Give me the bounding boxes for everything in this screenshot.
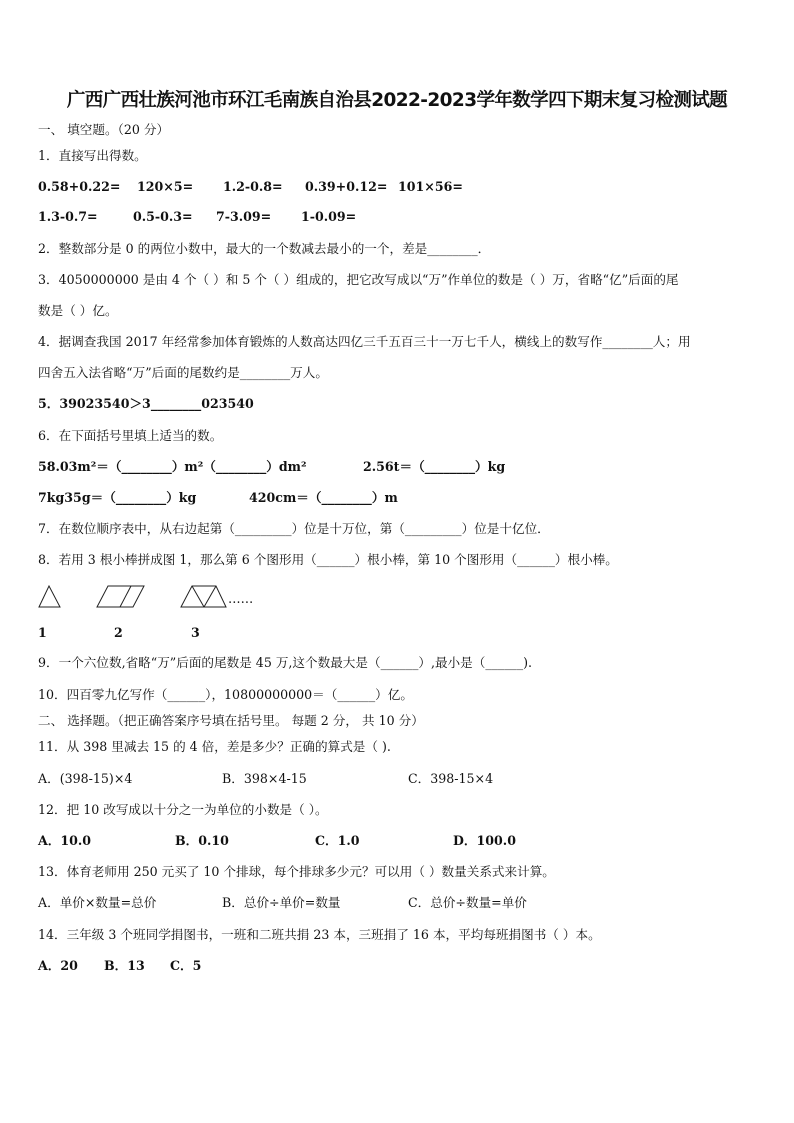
figure-2-divider [120, 586, 131, 607]
question-12: 12．把 10 改写成以十分之一为单位的小数是（ ）。 [38, 802, 328, 817]
question-13: 13．体育老师用 250 元买了 10 个排球，每个排球多少元？可以用（ ）数量关系式来计算。 [38, 864, 555, 879]
option-a: A．20 [38, 958, 78, 973]
question-3-line-2: 数是（ ）亿。 [38, 303, 118, 318]
figure-label: 1 [38, 625, 47, 640]
conversion-item: 420cm＝（________）m [249, 490, 398, 505]
calc-item: 1.2-0.8= [223, 179, 283, 194]
option-b: B．总价÷单价=数量 [222, 895, 341, 910]
figure-3-divider-left [192, 586, 204, 607]
figure-ellipsis: …… [228, 591, 254, 606]
figure-label: 2 [114, 625, 123, 640]
option-c: C．5 [170, 958, 202, 973]
calc-item: 0.58+0.22= [38, 179, 121, 194]
conversion-item: 7kg35g＝（________）kg [38, 490, 197, 505]
question-2: 2．整数部分是 0 的两位小数中，最大的一个数减去最小的一个，差是________． [38, 241, 491, 256]
conversion-item: 2.56t＝（________）kg [363, 459, 506, 474]
section-heading-fill-blank: 一、 填空题。（20 分） [38, 122, 170, 137]
option-d: D．100.0 [453, 833, 516, 848]
question-7: 7．在数位顺序表中，从右边起第（_________）位是十万位，第（_________）位是十亿位． [38, 521, 550, 536]
calc-item: 7-3.09= [216, 209, 272, 224]
option-a: A．10.0 [38, 833, 92, 848]
calc-item: 0.39+0.12= [305, 179, 388, 194]
calc-item: 0.5-0.3= [133, 209, 193, 224]
figure-2-parallelogram [97, 586, 144, 607]
question-3-line-1: 3．4050000000 是由 4 个（ ）和 5 个（ ）组成的，把它改写成以“万”作单位的数是（ ）万，省略“亿”后面的尾 [38, 272, 679, 287]
section-heading-multiple-choice: 二、 选择题。（把正确答案序号填在括号里。 每题 2 分， 共 10 分） [38, 713, 424, 728]
option-b: B．13 [104, 958, 145, 973]
question-4-line-2: 四舍五入法省略“万”后面的尾数约是________万人。 [38, 365, 328, 380]
calc-item: 1-0.09= [301, 209, 357, 224]
option-b: B．398×4-15 [222, 771, 307, 786]
figure-1-triangle [39, 586, 60, 607]
option-c: C．1.0 [315, 833, 360, 848]
figure-label: 3 [191, 625, 200, 640]
figure-3-divider-right [204, 586, 216, 607]
question-6: 6．在下面括号里填上适当的数。 [38, 428, 223, 443]
question-11: 11．从 398 里减去 15 的 4 倍，差是多少？正确的算式是（ ). [38, 739, 391, 754]
option-a: A．(398-15)×4 [38, 771, 133, 786]
calc-item: 120×5= [137, 179, 194, 194]
question-1: 1．直接写出得数。 [38, 148, 147, 163]
page-title: 广西广西壮族河池市环江毛南族自治县2022-2023学年数学四下期末复习检测试题 [66, 90, 728, 111]
conversion-item: 58.03m²＝（________）m²（________）dm² [38, 459, 307, 474]
figure-3-trapezoid [181, 586, 226, 607]
option-b: B．0.10 [175, 833, 229, 848]
question-14: 14．三年级 3 个班同学捐图书，一班和二班共捐 23 本，三班捐了 16 本，平均每班捐图书（ ）本。 [38, 927, 601, 942]
calc-item: 101×56= [398, 179, 463, 194]
option-a: A．单价×数量=总价 [38, 895, 157, 910]
option-c: C．398-15×4 [408, 771, 494, 786]
question-4-line-1: 4．据调查我国 2017 年经常参加体育锻炼的人数高达四亿三千五百三十一万七千人，横线上的数写作________人；用 [38, 334, 691, 349]
question-10: 10．四百零九亿写作（______），10800000000＝（______）亿。 [38, 687, 413, 702]
question-9: 9．一个六位数,省略“万”后面的尾数是 45 万,这个数最大是（______）,最小是（______). [38, 655, 533, 670]
question-8: 8．若用 3 根小棒拼成图 1，那么第 6 个图形用（______）根小棒，第 10 个图形用（______）根小棒。 [38, 552, 618, 567]
question-5: 5．39023540＞3________023540 [38, 396, 254, 411]
calc-item: 1.3-0.7= [38, 209, 98, 224]
option-c: C．总价÷数量=单价 [408, 895, 527, 910]
